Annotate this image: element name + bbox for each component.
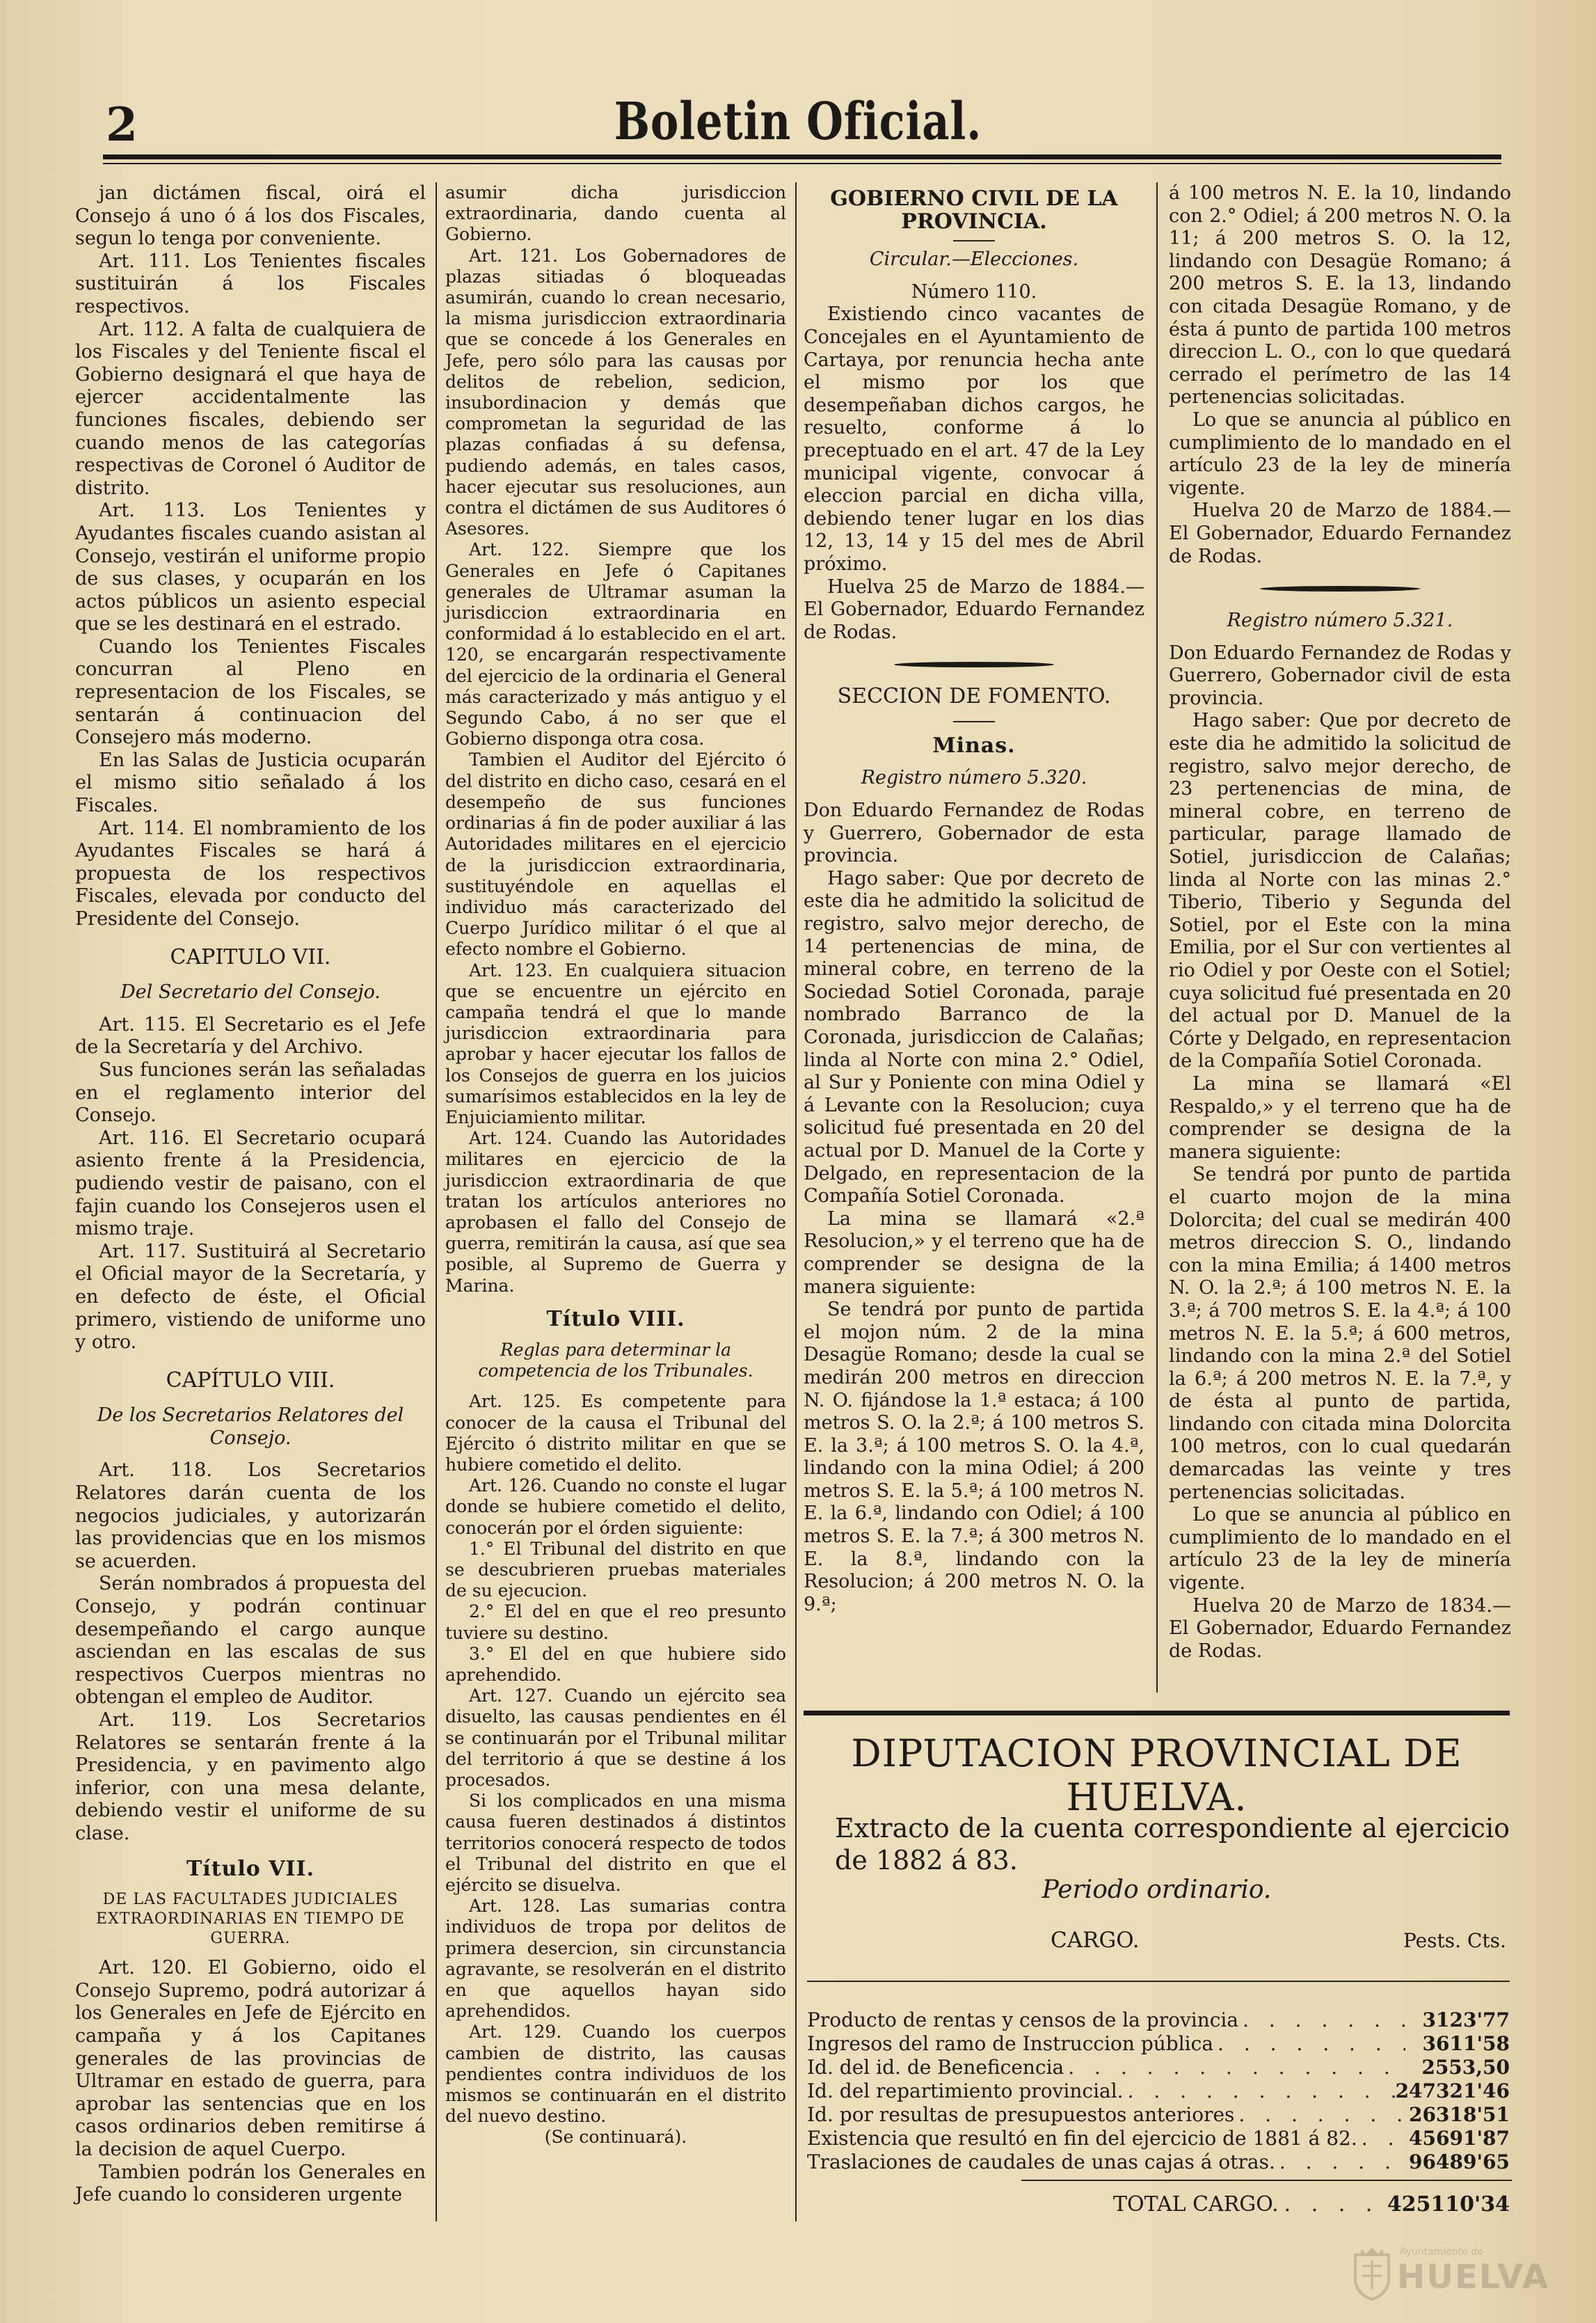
diputacion-periodo: Periodo ordinario. <box>1042 1876 1272 1904</box>
cargo-label: CARGO. <box>1051 1928 1140 1953</box>
centered-line: (Se continuará). <box>544 2127 687 2148</box>
italic-heading: De los Secretarios Relatores del Consejo. <box>97 1404 404 1449</box>
account-amount: 3123'77 <box>1422 2008 1510 2031</box>
centered-line: Número 110. <box>911 280 1037 303</box>
city-logo-watermark <box>1351 2242 1549 2305</box>
column-divider <box>795 182 797 2221</box>
header-rule <box>103 154 1501 159</box>
account-label: Existencia que resultó en fin del ejercicio de 1881 á 82. <box>807 2127 1357 2150</box>
chapter-heading: CAPÍTULO VIII. <box>166 1367 335 1393</box>
italic-heading: Registro número 5.320. <box>861 767 1087 789</box>
account-table <box>807 2008 1510 2174</box>
leader-dots <box>1279 2192 1387 2217</box>
account-row <box>807 2127 1510 2150</box>
paragraph: Art. 126. Cuando no conste el lugar donde se hubiere cometido el delito, conocerán por el órden siguiente: <box>445 1475 786 1538</box>
diputacion-title: DIPUTACION PROVINCIAL DE HUELVA. <box>851 1731 1462 1819</box>
currency-label: Pests. Cts. <box>1403 1929 1506 1952</box>
leader-dots <box>1275 2150 1405 2174</box>
paragraph: Huelva 20 de Marzo de 1834.—El Gobernador, Eduardo Fernandez de Rodas. <box>1169 1594 1511 1662</box>
total-row <box>1113 2192 1510 2217</box>
paragraph: Art. 120. El Gobierno, oido el Consejo Supremo, podrá autorizar á los Generales en Jefe de Ejército en campaña y á los Capitanes generales de las provincias de Ultramar en estado de guerra, para aprobar las sentencias que en los casos ordinarios deben remitirse á la decision de aquel Cuerpo. <box>75 1957 426 2160</box>
paragraph: Art. 112. A falta de cualquiera de los Fiscales y del Teniente fiscal el Gobierno designará el que haya de ejercer accidentalmente las funciones fiscales, debiendo ser cuando menos de las categorías respectivas de Coronel ó Auditor de distrito. <box>75 318 426 499</box>
paragraph: Art. 118. Los Secretarios Relatores darán cuenta de los negocios judiciales, y autorizarán las providencias que en los mismos se acuerden. <box>75 1459 426 1572</box>
leader-dots <box>1124 2079 1396 2103</box>
account-row <box>807 2008 1510 2032</box>
paragraph: Si los complicados en una misma causa fueren destinados á distintos territorios conocerá respecto de todos el Tribunal del distrito en que el ejército se disuelva. <box>445 1791 786 1896</box>
paragraph: Art. 124. Cuando las Autoridades militares en ejercicio de la jurisdiccion extraordinaria de que tratan los artículos anteriores no aprobasen el fallo del Consejo de guerra, remitirán la causa, así que sea posible, al Supremo de Guerra y Marina. <box>445 1128 786 1296</box>
total-amount: 425110'34 <box>1387 2192 1510 2217</box>
paragraph: 2.° El del en que el reo presunto tuviere su destino. <box>445 1601 786 1643</box>
diputacion-top-rule <box>804 1711 1510 1715</box>
paragraph: La mina se llamará «2.ª Resolucion,» y el terreno que ha de comprender se designa de la manera siguiente: <box>804 1207 1144 1298</box>
paragraph: Se tendrá por punto de partida el cuarto mojon de la mina Dolorcita; del cual se medirán 400 metros direccion S. O., lindando con la mina Emilia; á 1400 metros N. O. la 2.ª; á 100 metros N. E. la 3.ª; á 700 metros S. E. la 4.ª; á 100 metros N. E. la 5.ª; á 600 metros, lindando con la mina 2.ª del Sotiel la 6.ª; á 200 metros N. E. la 7.ª, y de ésta al punto de partida, lindando con citada mina Dolorcita 100 metros, con lo cual quedarán demarcadas las veinte y tres pertenencias solicitadas. <box>1169 1164 1511 1503</box>
paragraph: 1.° El Tribunal del distrito en que se descubrieren pruebas materiales de su ejecucion. <box>445 1538 786 1601</box>
paragraph: asumir dicha jurisdiccion extraordinaria, dando cuenta al Gobierno. <box>445 182 786 245</box>
section-heading: GOBIERNO CIVIL DE LA PROVINCIA. <box>830 187 1118 234</box>
leader-dots <box>1357 2127 1405 2150</box>
account-label: Traslaciones de caudales de unas cajas á otras. <box>807 2150 1275 2173</box>
account-row <box>807 2032 1510 2056</box>
italic-heading: Del Secretario del Consejo. <box>120 981 381 1004</box>
paragraph: Art. 125. Es competente para conocer de la causa el Tribunal del Ejército ó distrito militar en que se hubiere cometido el delito. <box>445 1391 786 1475</box>
account-label: Producto de rentas y censos de la provincia <box>807 2008 1239 2031</box>
italic-heading: Circular.—Elecciones. <box>869 248 1079 271</box>
paragraph: Huelva 25 de Marzo de 1884.—El Gobernador, Eduardo Fernandez de Rodas. <box>804 576 1144 643</box>
paragraph: Existiendo cinco vacantes de Concejales en el Ayuntamiento de Cartaya, por renuncia hecha ante el mismo por los que desempeñaban dichos cargos, he resuelto, conforme á lo preceptuado en el art. 47 de la Ley municipal vigente, convocar á eleccion parcial en dicha villa, debiendo tener lugar en los dias 12, 13, 14 y 15 del mes de Abril próximo. <box>804 303 1144 575</box>
account-amount: 45691'87 <box>1409 2127 1510 2150</box>
paragraph: En las Salas de Justicia ocuparán el mismo sitio señalado á los Fiscales. <box>75 749 426 817</box>
watermark-small-text: Ayuntamiento de <box>1400 2246 1483 2258</box>
account-amount: 26318'51 <box>1409 2103 1510 2126</box>
account-row <box>807 2103 1510 2127</box>
paragraph: Serán nombrados á propuesta del Consejo, y podrán continuar desempeñando el cargo aunque asciendan en las escalas de sus respectivos Cuerpos mientras no obtengan el empleo de Auditor. <box>75 1573 426 1708</box>
account-amount: 96489'65 <box>1409 2150 1510 2173</box>
leader-dots <box>1234 2103 1405 2127</box>
paragraph: jan dictámen fiscal, oirá el Consejo á uno ó á los dos Fiscales, segun lo tenga por conveniente. <box>75 182 426 250</box>
paragraph: Don Eduardo Fernandez de Rodas y Guerrero, Gobernador de esta provincia. <box>804 800 1144 867</box>
column-1 <box>75 182 426 2207</box>
paragraph: Art. 128. Las sumarias contra individuos de tropa por delitos de primera desercion, sin circunstancia agravante, se resolverán en el distrito en que aquellos hayan sido aprehendidos. <box>445 1896 786 2022</box>
paragraph: Tambien podrán los Generales en Jefe cuando lo consideren urgente <box>75 2161 426 2206</box>
paragraph: Art. 123. En cualquiera situacion que se encuentre un ejército en campaña tendrá el que lo mande jurisdiccion extraordinaria para aprobar y hacer ejecutar los fallos de los Consejos de guerra en los juicios sumarísimos establecidos en la ley de Enjuiciamiento militar. <box>445 960 786 1127</box>
paragraph: 3.° El del en que hubiere sido aprehendido. <box>445 1643 786 1686</box>
paragraph: Lo que se anuncia al público en cumplimiento de lo mandado en el artículo 23 de la ley de minería vigente. <box>1169 409 1511 499</box>
paragraph: Sus funciones serán las señaladas en el reglamento interior del Consejo. <box>75 1059 426 1127</box>
title-heading: Título VII. <box>186 1856 315 1881</box>
leader-dots <box>1238 2008 1405 2032</box>
paragraph: Art. 119. Los Secretarios Relatores se sentarán frente á la Presidencia, y en pavimento algo inferior, con una mesa delante, debiendo vestir el uniforme de su clase. <box>75 1709 426 1844</box>
leader-dots <box>1064 2056 1405 2079</box>
diputacion-subtitle: Extracto de la cuenta correspondiente al ejercicio de 1882 á 83. <box>835 1813 1510 1876</box>
italic-heading: Reglas para determinar la competencia de los Tribunales. <box>478 1339 753 1381</box>
section-separator <box>894 662 1054 667</box>
total-label: TOTAL CARGO. <box>1113 2192 1279 2217</box>
watermark-city: HUELVA <box>1397 2258 1549 2297</box>
paragraph: Art. 113. Los Tenientes y Ayudantes fiscales cuando asistan al Consejo, vestirán el uniforme propio de sus clases, y ocuparán en los actos públicos un asiento especial que se les destinará en el estrado. <box>75 500 426 635</box>
paragraph: Art. 117. Sustituirá al Secretario el Oficial mayor de la Secretaría, y en defecto de éste, el Oficial primero, vistiendo de uniforme uno y otro. <box>75 1240 426 1354</box>
account-label: Id. por resultas de presupuestos anteriores <box>807 2103 1235 2126</box>
paragraph: Art. 129. Cuando los cuerpos cambien de distrito, las causas pendientes contra individuos de los mismos se continuarán en el distrito del nuevo destino. <box>445 2022 786 2127</box>
account-label: Id. del id. de Beneficencia <box>807 2056 1064 2079</box>
account-row <box>807 2150 1510 2174</box>
paragraph: La mina se llamará «El Respaldo,» y el terreno que ha de comprender se designa de la manera siguiente: <box>1169 1072 1511 1163</box>
column-3 <box>804 182 1144 1616</box>
account-amount: 2553,50 <box>1421 2056 1510 2079</box>
crest-icon <box>1351 2245 1393 2301</box>
column-divider <box>1156 182 1158 1692</box>
section-separator <box>1260 586 1420 592</box>
account-label: Id. del repartimiento provincial. <box>807 2079 1124 2102</box>
column-4 <box>1169 182 1511 1663</box>
account-amount: 3611'58 <box>1422 2032 1510 2055</box>
paragraph: á 100 metros N. E. la 10, lindando con 2.° Odiel; á 200 metros N. O. la 11; á 200 metros S. O. la 12, lindando con Desagüe Romano; á 200 metros S. E. la 13, lindando con citada Desagüe Romano, y de ésta á punto de partida 100 metros direccion L. O., con lo que quedará cerrado el perímetro de las 14 pertenencias solicitadas. <box>1169 182 1511 409</box>
italic-heading: Registro número 5.321. <box>1227 610 1453 632</box>
paragraph: Art. 122. Siempre que los Generales en Jefe ó Capitanes generales de Ultramar asuman la jurisdiccion extraordinaria en conformidad á lo establecido en el art. 120, se encargarán respectivamente del ejercicio de la ordinaria el General más caracterizado y más antiguo y el Segundo Cabo, á no ser que el Gobierno disponga otra cosa. <box>445 539 786 750</box>
leader-dots <box>1213 2032 1405 2056</box>
account-row <box>807 2079 1510 2103</box>
paragraph: Art. 111. Los Tenientes fiscales sustituirán á los Fiscales respectivos. <box>75 250 426 317</box>
page-number: 2 <box>106 97 138 152</box>
title-heading: Título VIII. <box>546 1306 685 1331</box>
masthead: Boletin Oficial. <box>614 92 982 152</box>
paragraph: Art. 116. El Secretario ocupará asiento frente á la Presidencia, pudiendo vestir de paisano, con el fajin cuando los Consejeros usen el mismo traje. <box>75 1127 426 1240</box>
paragraph: Huelva 20 de Marzo de 1884.—El Gobernador, Eduardo Fernandez de Rodas. <box>1169 500 1511 567</box>
column-2 <box>445 182 786 2148</box>
short-rule <box>953 721 995 722</box>
paragraph: Cuando los Tenientes Fiscales concurran al Pleno en representacion de los Fiscales, se sentarán á continuacion del Consejero más moderno. <box>75 635 426 749</box>
paragraph: Se tendrá por punto de partida el mojon núm. 2 de la mina Desagüe Romano; desde la cual se medirán 200 metros en direccion N. O. fijándose la 1.ª estaca; á 100 metros S. O. la 2.ª; á 100 metros S. E. la 3.ª; á 100 metros S. O. la 4.ª, lindando con la mina Odiel; á 200 metros S. E. la 5.ª; á 100 metros N. E. la 6.ª, lindando con Odiel; á 100 metros S. E. la 7.ª; á 300 metros N. E. la 8.ª, lindando con la Resolucion; á 200 metros N. O. la 9.ª; <box>804 1299 1144 1615</box>
paragraph: Tambien el Auditor del Ejército ó del distrito en dicho caso, cesará en el desempeño de sus funciones ordinarias á fin de poder auxiliar á las Autoridades militares en el ejercicio de la jurisdiccion extraordinaria, sustituyéndole en aquellas el individuo más caracterizado del Cuerpo Jurídico militar ó el que al efecto nombre el Gobierno. <box>445 750 786 960</box>
paragraph: Art. 121. Los Gobernadores de plazas sitiadas ó bloqueadas asumirán, cuando lo crean necesario, la misma jurisdiccion extraordinaria que se concede á los Generales en Jefe, pero sólo para las causas por delitos de rebelion, sedicion, insubordinacion y demás que comprometan la seguridad de las plazas confiadas á su defensa, pudiendo además, en tales casos, hacer ejecutar sus resoluciones, aun contra el dictámen de sus Auditores ó Asesores. <box>445 245 786 539</box>
total-rule <box>1021 2180 1512 2181</box>
caps-heading: DE LAS FACULTADES JUDICIALES EXTRAORDINARIAS EN TIEMPO DE GUERRA. <box>96 1891 405 1948</box>
paragraph: Art. 114. El nombramiento de los Ayudantes Fiscales se hará á propuesta de los respectivos Fiscales, elevada por conducto del Presidente del Consejo. <box>75 817 426 930</box>
paragraph: Art. 115. El Secretario es el Jefe de la Secretaría y del Archivo. <box>75 1013 426 1059</box>
chapter-heading: CAPITULO VII. <box>170 944 331 969</box>
column-divider <box>436 182 437 2221</box>
account-row <box>807 2056 1510 2079</box>
paragraph: Lo que se anuncia al público en cumplimiento de lo mandado en el artículo 23 de la ley de minería vigente. <box>1169 1504 1511 1594</box>
paragraph: Hago saber: Que por decreto de este dia he admitido la solicitud de registro, salvo mejor derecho, de 14 pertenencias de mina, de mineral cobre, en terreno de la Sociedad Sotiel Coronada, paraje nombrado Barranco de la Coronada, jurisdiccion de Calañas; linda al Norte con mina 2.° Odiel, al Sur y Poniente con mina Odiel y á Levante con la Resolucion; cuya solicitud fué presentada en 20 del actual por D. Manuel de la Corte y Delgado, en representacion de la Compañía Sotiel Coronada. <box>804 867 1144 1207</box>
header-rule-thin <box>103 163 1501 164</box>
account-label: Ingresos del ramo de Instruccion pública <box>807 2032 1214 2055</box>
paragraph: Don Eduardo Fernandez de Rodas y Guerrero, Gobernador civil de esta provincia. <box>1169 642 1511 709</box>
account-amount: 247321'46 <box>1395 2079 1510 2102</box>
paragraph: Art. 127. Cuando un ejército sea disuelto, las causas pendientes en él se continuarán por el Tribunal militar del territorio á que se destine á los procesados. <box>445 1686 786 1791</box>
account-rule <box>807 1981 1510 1982</box>
title-heading: Minas. <box>932 733 1016 758</box>
chapter-heading: SECCION DE FOMENTO. <box>837 684 1111 709</box>
paragraph: Hago saber: Que por decreto de este dia he admitido la solicitud de registro, salvo mejor derecho, de 23 pertenencias de mina, de mineral cobre, en terreno de particular, parage llamado de Sotiel, jurisdiccion de Calañas; linda al Norte con las minas 2.° Tiberio, Tiberio y Segunda del Sotiel, por el Este con la mina Emilia, por el Sur con vertientes al rio Odiel y por Oeste con el Sotiel; cuya solicitud fué presentada en 20 del actual por D. Manuel de la Córte y Delgado, en representacion de la Compañía Sotiel Coronada. <box>1169 710 1511 1072</box>
short-rule <box>953 240 995 241</box>
